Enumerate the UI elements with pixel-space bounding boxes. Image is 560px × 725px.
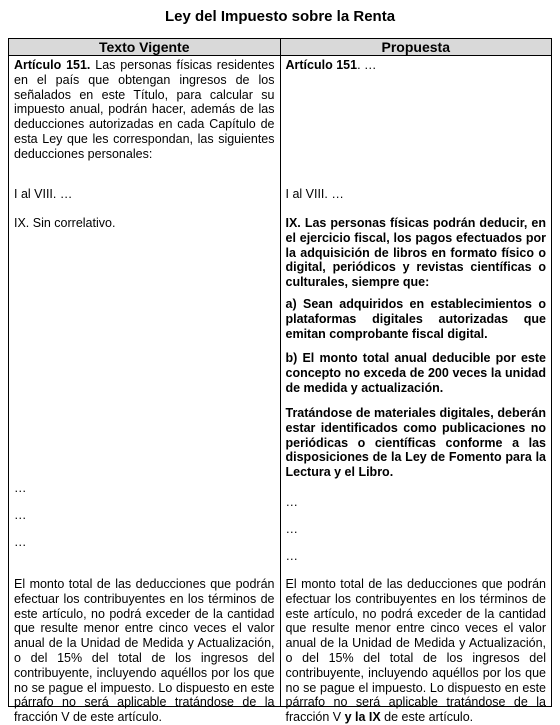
left-article-text: Las personas físicas residentes en el país que obtengan ingresos de los señalados en este Título, para calcular su impuesto anual, podrán hacer, además de las deducciones autorizadas en cada Capítulo de esta Ley que les correspondan, las siguientes deducciones personales: [14,58,275,161]
column-propuesta [281,56,552,725]
right-final-text: El monto total de las deducciones que podrán efectuar los contribuyentes en los términos de este artículo, no podrá exceder de la cantidad que resulte menor entre cinco veces el valor anual de la Unidad de Medida y Actualización, o del 15% del total de los ingresos del contribuyente, incluyendo aquéllos por los que no se pague el impuesto. Lo dispuesto en este párrafo no será aplicable tratándose de la fracción V [285,577,546,725]
right-ellipsis-3: … [285,549,298,563]
right-digital-materials: Tratándose de materiales digitales, deberán estar identificados como publicaciones no periódicas o científicas conforme a las disposiciones de la Ley de Fomento para la Lectura y el Libro. [285,406,546,480]
header-texto-vigente: Texto Vigente [9,39,281,56]
left-final-paragraph: El monto total de las deducciones que podrán efectuar los contribuyentes en los términos de este artículo, no podrá exceder de la cantidad que resulte menor entre cinco veces el valor anual de la Unidad de Medida y Actualización, o del 15% del total de los ingresos del contribuyente, incluyendo aquéllos por los que no se pague el impuesto. Lo dispuesto en este párrafo no será aplicable tratándose de la fracción V de este artículo. [14,577,275,725]
right-article-text: . … [357,58,377,72]
right-inciso-b: b) El monto total anual deducible por este concepto no exceda de 200 veces la unidad de medida y actualización. [285,351,546,395]
right-final-paragraph [286,577,547,725]
right-ellipsis-1: … [285,495,298,509]
left-article-label: Artículo 151. [14,58,91,72]
left-fraction-ix: IX. Sin correlativo. [14,216,116,230]
right-article-label: Artículo 151 [285,58,358,72]
left-ellipsis-2: … [14,508,27,522]
right-fraction-ix: IX. Las personas físicas podrán deducir, en el ejercicio fiscal, los pagos efectuados por la adquisición de libros en formato físico o digital, periódicos y revistas científicas o culturales, siempre que: [285,216,546,290]
comparison-table [8,38,552,725]
right-final-bold-addition: y la IX [344,710,381,725]
right-ellipsis-2: … [285,522,298,536]
header-propuesta: Propuesta [280,39,552,56]
left-fractions-i-viii: I al VIII. … [14,187,73,201]
column-texto-vigente [9,56,280,725]
document-title: Ley del Impuesto sobre la Renta [164,8,396,25]
left-ellipsis-3: … [14,535,27,549]
left-ellipsis-1: … [14,481,27,495]
right-article-151 [286,58,547,73]
right-inciso-a: a) Sean adquiridos en establecimientos o plataformas digitales autorizadas que emitan comprobante fiscal digital. [285,297,546,341]
right-fractions-i-viii: I al VIII. … [285,187,344,201]
left-article-151 [14,58,275,162]
right-final-text-end: de este artículo. [380,710,474,725]
